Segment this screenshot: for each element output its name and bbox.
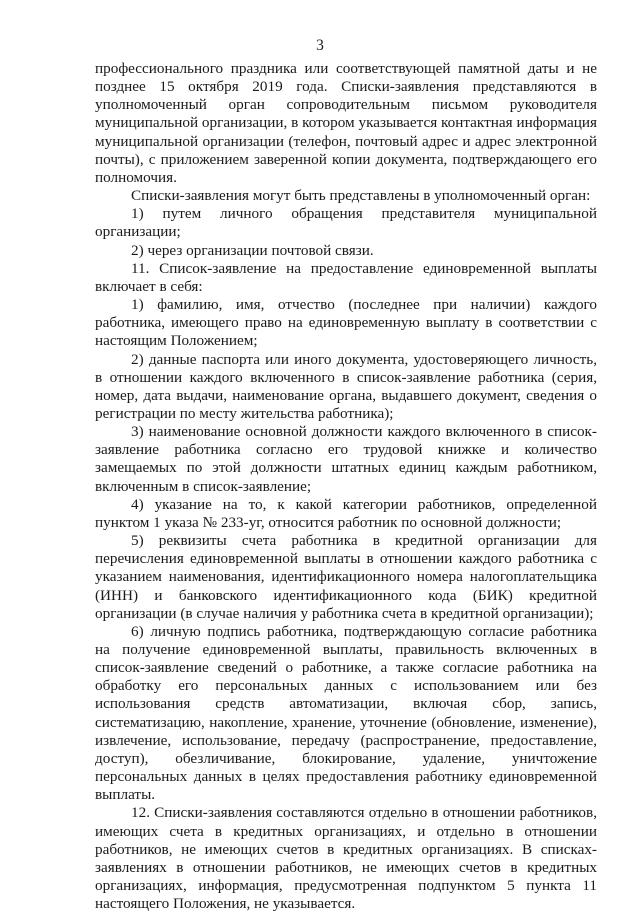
paragraph-method-in-person: 1) путем личного обращения представителя муниципальной организации; [95, 205, 597, 241]
paragraph-clause-11-item-4: 4) указание на то, к какой категории работников, определенной пунктом 1 указа № 233-уг, относится работник по основной должности; [95, 495, 597, 531]
document-body [95, 60, 597, 913]
paragraph-clause-11-item-5: 5) реквизиты счета работника в кредитной организации для перечисления единовременной выплаты в отношении каждого работника с указанием наименования, идентификационного номера налогоплательщика (ИНН) и банковского идентификационного кода (БИК) кредитной организации (в случае наличия у работника счета в кредитной организации); [95, 532, 597, 622]
paragraph-clause-11-item-6: 6) личную подпись работника, подтверждающую согласие работника на получение единовременной выплаты, правильность включенных в список-заявление сведений о работнике, а также согласие работника на обработку его персональных данных с использованием или без использования средств автоматизации, включая сбор, запись, систематизацию, накопление, хранение, уточнение (обновление, изменение), извлечение, использование, передачу (распространение, предоставление, доступ), обезличивание, блокирование, удаление, уничтожение персональных данных в целях предоставления работнику единовременной выплаты. [95, 622, 597, 804]
paragraph-clause-11-item-2: 2) данные паспорта или иного документа, удостоверяющего личность, в отношении каждого включенного в список-заявление работника (серия, номер, дата выдачи, наименование органа, выдавшего документ, сведения о регистрации по месту жительства работника); [95, 350, 597, 422]
paragraph-continuation: профессионального праздника или соответствующей памятной даты и не позднее 15 октября 2019 года. Списки-заявления представляются в уполномоченный орган сопроводительным письмом руководителя муниципальной организации, в котором указывается контактная информация муниципальной организации (телефон, почтовый адрес и адрес электронной почты), с приложением заверенной копии документа, подтверждающего его полномочия. [95, 60, 597, 186]
paragraph-submission-methods: Списки-заявления могут быть представлены в уполномоченный орган: [131, 187, 591, 205]
paragraph-clause-11-item-1: 1) фамилию, имя, отчество (последнее при наличии) каждого работника, имеющего право на единовременную выплату в соответствии с настоящим Положением; [95, 296, 597, 350]
page-number: 3 [316, 37, 324, 54]
paragraph-clause-11-item-3: 3) наименование основной должности каждого включенного в список-заявление работника согласно его трудовой книжке и количество замещаемых по этой должности штатных единиц каждым работником, включенным в список-заявление; [95, 423, 597, 495]
paragraph-clause-11: 11. Список-заявление на предоставление единовременной выплаты включает в себя: [95, 259, 597, 295]
paragraph-method-postal: 2) через организации почтовой связи. [131, 241, 374, 259]
paragraph-clause-12: 12. Списки-заявления составляются отдельно в отношении работников, имеющих счета в кредитных организациях, и отдельно в отношении работников, не имеющих счетов в кредитных организациях. В списках-заявлениях в отношении работников, не имеющих счетов в кредитных организациях, информация, предусмотренная подпунктом 5 пункта 11 настоящего Положения, не указывается. [95, 804, 597, 913]
